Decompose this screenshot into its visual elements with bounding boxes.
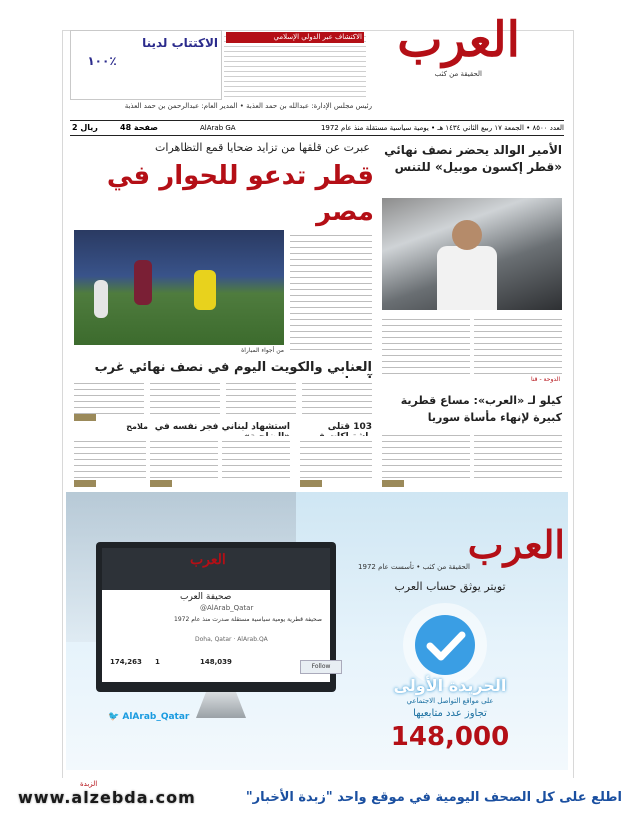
profile-location: Doha, Qatar · AlArab.QA	[195, 636, 268, 643]
profile-stat-tweets: 174,263	[110, 658, 142, 666]
syria-text	[382, 430, 470, 480]
twitter-handle-tag[interactable]	[108, 712, 189, 722]
ad-tagline: الحقيقة من كثب • تأسست عام 1972	[358, 563, 470, 571]
top-ad-header: الاكتشاف عبر الدولي الإسلامي	[226, 32, 364, 43]
masthead-logo: العرب	[397, 12, 520, 68]
person-figure	[437, 246, 497, 310]
player-figure	[194, 270, 216, 310]
photo-caption: من أجواء المباراة	[241, 347, 284, 354]
footer-watermark: الزبدة	[80, 780, 98, 788]
ad-logo: العرب	[467, 522, 565, 567]
profile-name: صحيفة العرب	[180, 592, 232, 602]
masthead-tagline: الحقيقة من كثب	[434, 70, 482, 78]
player-figure	[134, 260, 152, 305]
more-button[interactable]	[150, 480, 172, 487]
masthead-names: رئيس مجلس الإدارة: عبدالله بن حمد العذبة • المدير العام: عبدالرحمن بن حمد العذبة	[124, 102, 372, 110]
profile-logo: العرب	[190, 552, 226, 568]
ad-verified-line: تويتر يوثق حساب العرب	[394, 580, 506, 593]
emir-photo[interactable]	[382, 198, 562, 310]
twitter-icon: 🐦	[108, 712, 120, 722]
iraq-text	[300, 436, 372, 478]
sport-text-col	[150, 378, 220, 416]
sport-headline[interactable]: العنابي والكويت اليوم في نصف نهائي غرب	[94, 360, 372, 375]
emir-headline[interactable]: الأمير الوالد يحضر نصف نهائي «قطر إكسون موبيل» للتنس	[384, 143, 562, 174]
more-button[interactable]	[74, 414, 96, 421]
sport-text-col	[226, 378, 296, 416]
more-button[interactable]	[74, 480, 96, 487]
top-ad-title: الاكتتاب لدينا	[142, 36, 218, 50]
short-text	[74, 436, 146, 478]
footer-url-link[interactable]: www.alzebda.com	[18, 788, 196, 807]
section-label: الدوحة - قنا	[531, 376, 560, 383]
lebanon-text	[150, 436, 218, 478]
info-bar-issue: العدد ٨٥٠٠ • الجمعة ١٧ ربيع الثاني ١٤٣٤ هـ • يومية سياسية مستقلة منذ عام 1972	[320, 124, 564, 132]
profile-bio: صحيفة قطرية يومية سياسية مستقلة صدرت منذ عام 1972	[174, 616, 322, 623]
ad-first-title: الجريدة الأولى	[393, 676, 507, 695]
footer-text: اطلع على كل الصحف اليومية في موقع واحد "زبدة الأخبار"	[245, 790, 622, 805]
twitter-handle-text: AlArab_Qatar	[122, 712, 190, 722]
iraq-headline[interactable]: 103 قتلى	[327, 422, 372, 432]
more-button[interactable]	[382, 480, 404, 487]
syria-headline[interactable]: كيلو لـ «العرب»: مساع قطرية كبيرة لإنهاء مأساة سوريا	[400, 394, 562, 424]
sport-text-col	[302, 378, 372, 416]
ad-first-subtitle: على مواقع التواصل الاجتماعي	[406, 697, 494, 705]
info-bar-pages: 48 صفحة	[120, 123, 159, 132]
profile-handle: @AlArab_Qatar	[200, 604, 254, 612]
emir-text	[382, 314, 470, 374]
info-bar-price: 2 ريال	[72, 123, 98, 132]
profile-stat-following: 1	[155, 658, 160, 666]
person-face	[452, 220, 482, 250]
main-story-text	[290, 230, 372, 350]
follow-button[interactable]: Follow	[300, 660, 342, 674]
lebanon-text	[222, 436, 290, 478]
ad-first-line: تجاوز عدد متابعيها	[413, 708, 487, 719]
syria-text	[474, 430, 562, 480]
lebanon-headline[interactable]: استشهاد لبناني فجر نفسه في	[154, 422, 290, 432]
football-photo[interactable]	[74, 230, 284, 345]
follower-count: 148,000	[390, 722, 510, 752]
info-bar-handle: AlArab GA	[200, 124, 236, 132]
more-button[interactable]	[300, 480, 322, 487]
top-ad-subtitle: ١٠٠٪	[87, 54, 117, 68]
player-figure	[94, 280, 108, 318]
main-story-headline[interactable]: قطر تدعو للحوار في مصر	[106, 161, 374, 227]
sport-text-col	[74, 378, 144, 416]
profile-stat-followers: 148,039	[200, 658, 232, 666]
short-headline[interactable]: ملامح	[126, 422, 148, 431]
emir-text	[474, 314, 562, 374]
main-story-kicker: عبرت عن قلقها من تزايد ضحايا قمع التظاهرات	[155, 141, 370, 154]
